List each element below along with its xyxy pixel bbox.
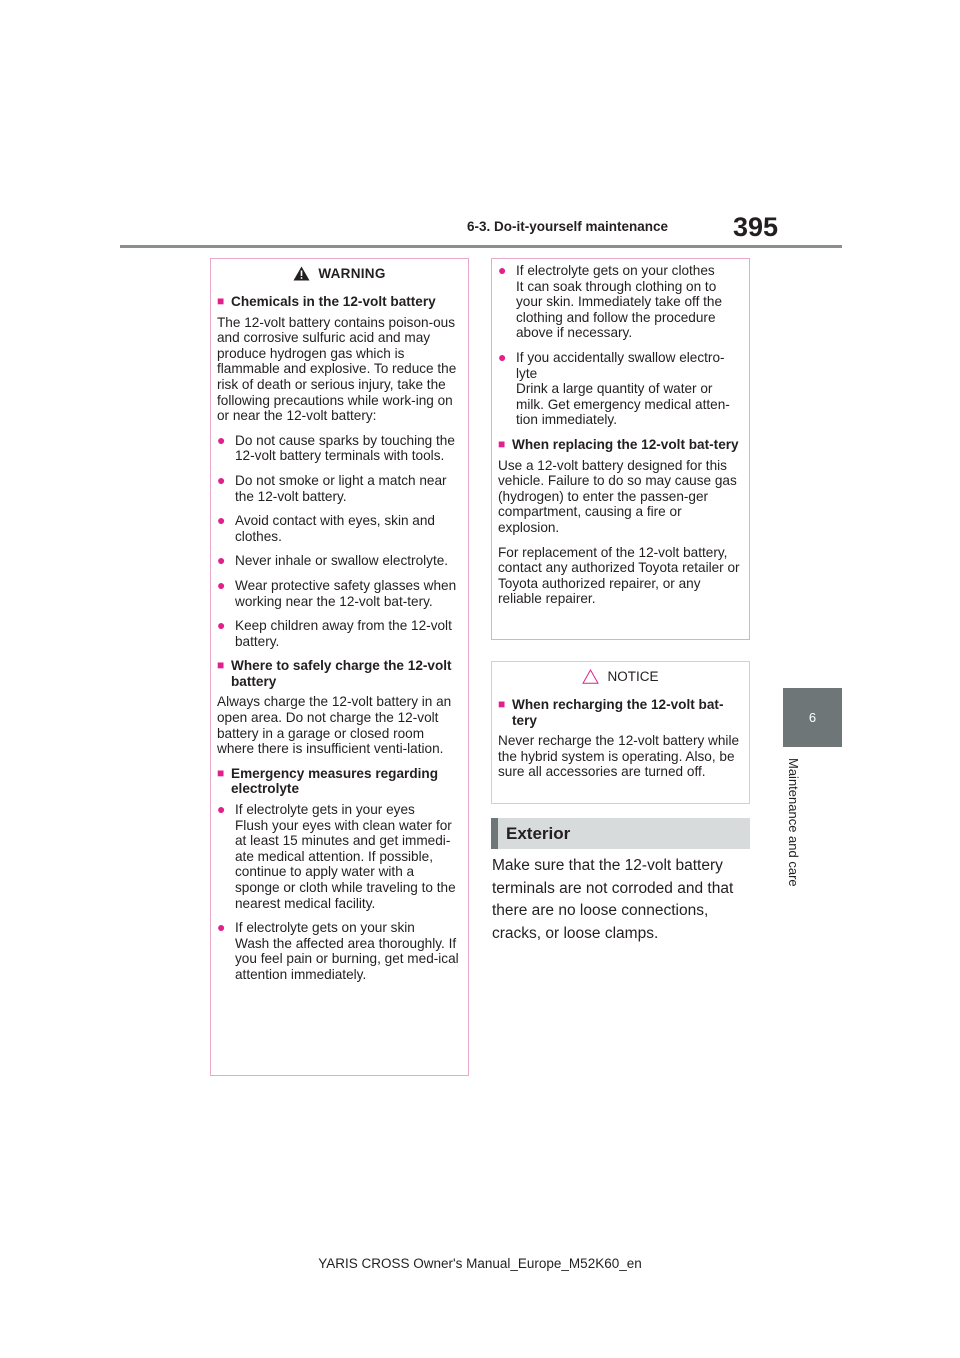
- warning-heading: ■ Chemicals in the 12-volt battery: [217, 294, 436, 309]
- list-item: ● Do not cause sparks by touching the 12-volt battery terminals with tools.: [217, 431, 455, 464]
- square-bullet-icon: ■: [498, 697, 506, 711]
- header-divider: [120, 245, 842, 248]
- list-item: ● Avoid contact with eyes, skin and clothes.: [217, 512, 435, 544]
- square-bullet-icon: ■: [217, 294, 225, 308]
- notice-text: Never recharge the 12-volt battery while the hybrid system is operating. Also, be sure all accessories are turned off.: [498, 733, 740, 780]
- list-item: ● If you accidentally swallow electro-lyte Drink a large quantity of water or milk. Get emergency medical atten-tion immediately.: [498, 348, 730, 428]
- round-bullet-icon: ●: [498, 348, 507, 365]
- footer: [0, 1256, 960, 1271]
- notice-box: [491, 661, 750, 804]
- list-item: ● If electrolyte gets on your clothes It can soak through clothing on to your skin. Immediately take off the clothing and follow the procedure above if necessary.: [498, 262, 723, 341]
- section-title: 6-3. Do-it-yourself maintenance: [467, 219, 669, 234]
- square-bullet-icon: ■: [217, 765, 225, 780]
- notice-body: [492, 691, 749, 788]
- warning-paragraph: For replacement of the 12-volt battery, contact any authorized Toyota retailer or Toyota authorized repairer, or any reliable repairer.: [498, 544, 740, 607]
- notice-heading: ■ When recharging the 12-volt bat-tery: [498, 697, 724, 728]
- warning-box: [210, 258, 469, 1076]
- warning-continued-body: [492, 259, 749, 615]
- square-bullet-icon: ■: [498, 436, 506, 451]
- warning-heading: ■ Emergency measures regarding electrolyte: [217, 765, 439, 797]
- page-number: 395: [733, 212, 779, 242]
- round-bullet-icon: ●: [217, 471, 226, 488]
- notice-title-row: [492, 662, 749, 691]
- exterior-heading-label: Exterior: [506, 823, 571, 843]
- chapter-title: Maintenance and care: [786, 758, 801, 887]
- notice-title: NOTICE: [607, 669, 659, 684]
- list-item: ● Never inhale or swallow electrolyte.: [217, 552, 449, 569]
- list-item: ● Keep children away from the 12-volt battery.: [217, 617, 452, 649]
- footer-text: YARIS CROSS Owner's Manual_Europe_M52K60_en: [318, 1256, 642, 1271]
- list-item: ● If electrolyte gets in your eyes Flush your eyes with clean water for at least 15 minutes and get immedi-ate medical attention. If possible, continue to apply water with a sponge or cloth while traveling to the nearest medical facility.: [217, 801, 456, 911]
- warning-heading: ■ Where to safely charge the 12-volt battery: [217, 658, 452, 689]
- warning-continued-box: [491, 258, 750, 640]
- list-item: ● Do not smoke or light a match near the 12-volt battery.: [217, 471, 447, 504]
- warning-heading: ■ When replacing the 12-volt bat-tery: [498, 436, 739, 452]
- warning-triangle-icon: [293, 266, 310, 281]
- warning-title: WARNING: [318, 266, 386, 281]
- list-item: ● Wear protective safety glasses when working near the 12-volt bat-tery.: [217, 576, 457, 609]
- exterior-text: Make sure that the 12-volt battery terminals are not corroded and that there are no loose connections, cracks, or loose clamps.: [492, 857, 734, 942]
- warning-intro: The 12-volt battery contains poison-ous and corrosive sulfuric acid and may produce hydrogen gas which is flammable and explosive. To reduce the risk of death or serious injury, take the following precautions while work-ing on or near the 12-volt battery:: [217, 314, 457, 424]
- warning-title-row: [211, 259, 468, 288]
- round-bullet-icon: ●: [217, 617, 226, 634]
- square-bullet-icon: ■: [217, 658, 225, 673]
- list-item: ● If electrolyte gets on your skin Wash the affected area thoroughly. If you feel pain or burning, get med-ical attention immediately.: [217, 919, 459, 982]
- warning-body: [211, 288, 468, 1000]
- chapter-side-label: [784, 758, 804, 913]
- warning-paragraph: Use a 12-volt battery designed for this vehicle. Failure to do so may cause gas (hydrogen) to enter the passen-ger compartment, causing a fire or explosion.: [498, 457, 737, 535]
- round-bullet-icon: ●: [217, 512, 226, 529]
- round-bullet-icon: ●: [498, 262, 507, 278]
- heading-accent-bar: [491, 818, 498, 849]
- notice-triangle-icon: [582, 669, 599, 684]
- round-bullet-icon: ●: [217, 576, 226, 593]
- warning-paragraph: Always charge the 12-volt battery in an open area. Do not charge the 12-volt battery in a garage or closed room where there is insufficient venti-lation.: [217, 694, 452, 757]
- chapter-tab: 6: [783, 688, 842, 747]
- round-bullet-icon: ●: [217, 801, 226, 818]
- round-bullet-icon: ●: [217, 552, 226, 569]
- exterior-heading: [491, 818, 750, 849]
- round-bullet-icon: ●: [217, 431, 226, 448]
- round-bullet-icon: ●: [217, 919, 226, 936]
